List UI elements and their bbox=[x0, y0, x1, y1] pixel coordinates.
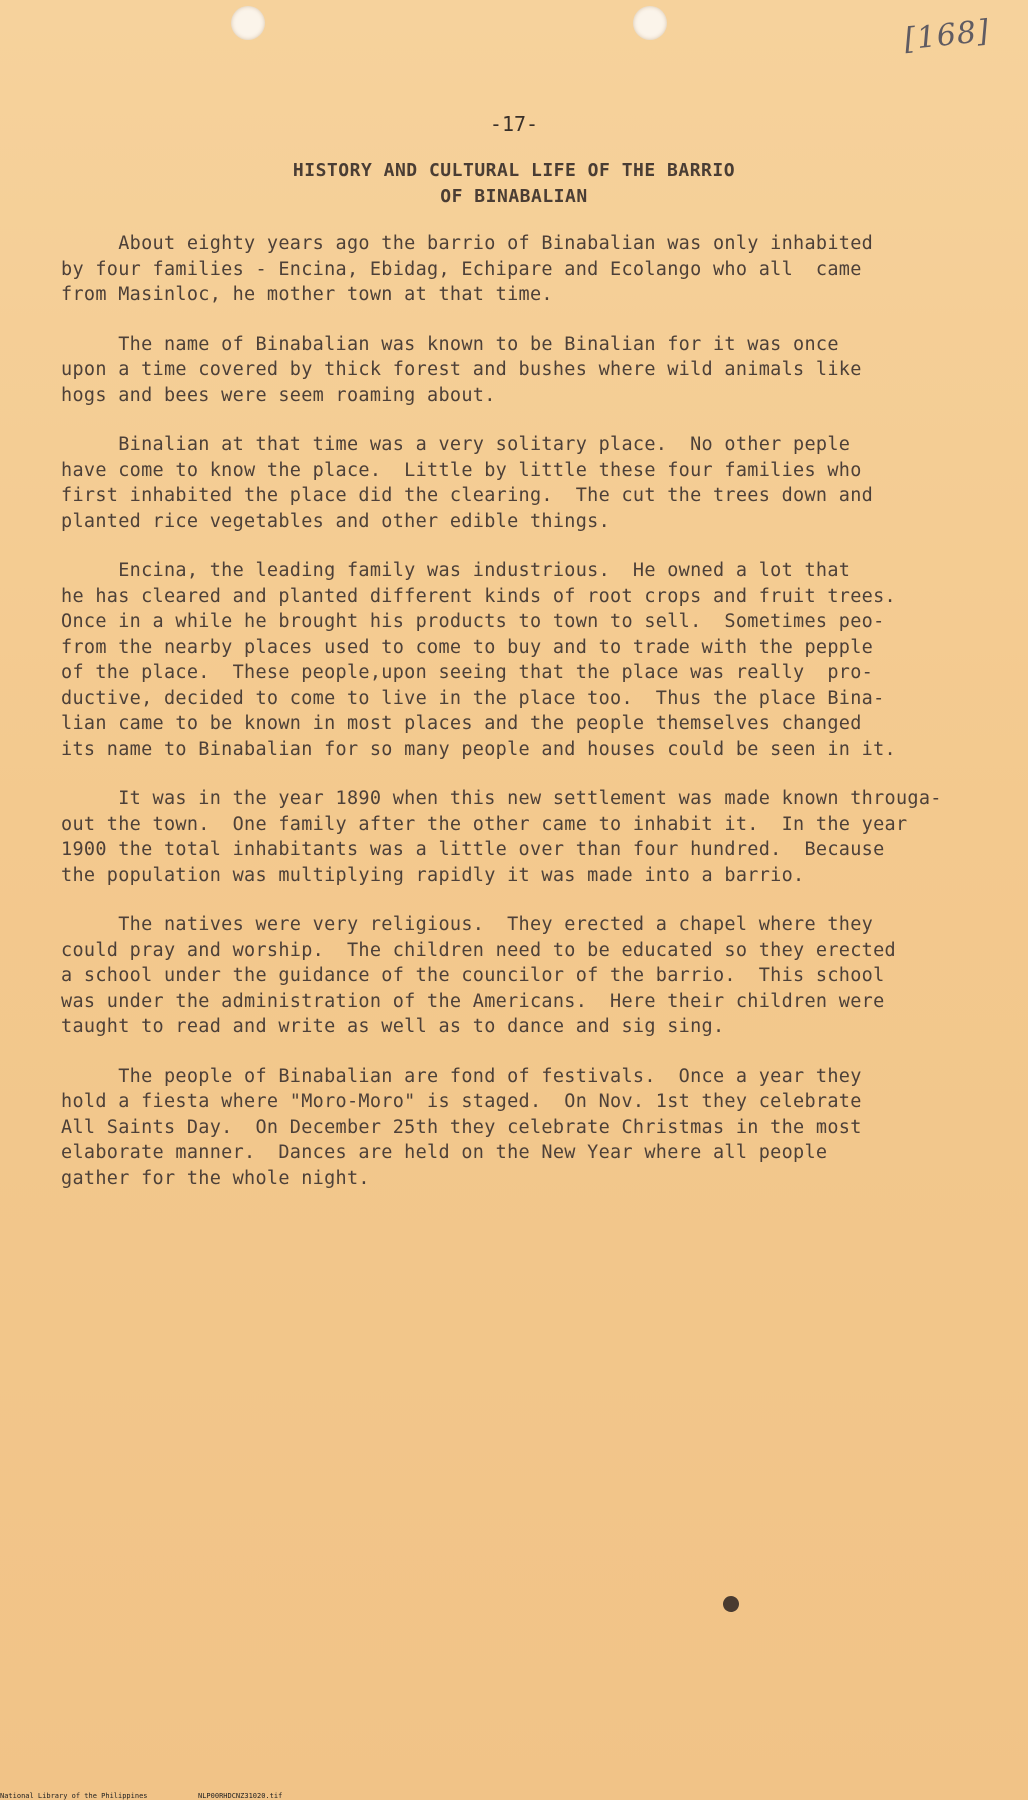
ink-spot bbox=[720, 1593, 742, 1615]
punch-hole bbox=[633, 6, 667, 40]
paragraph: About eighty years ago the barrio of Binabalian was only inhabited by four families - Encina, Ebidag, Echipare and Ecolango who all came from Masinloc, he mother town at that time. bbox=[61, 233, 874, 305]
archive-mark: [168] bbox=[902, 13, 992, 58]
paragraph: Encina, the leading family was industrious. He owned a lot that he has cleared and planted different kinds of root crops and fruit trees. Once in a while he brought his products to town to sell. Sometimes peo- from the nearby places used to come to buy and to trade with the pepple of the place. These people,upon seeing that the place was really pro- ductive, decided to come to live in the place too. Thus the place Bina- lian came to be known in most places and the people themselves changed its name to Binabalian for so many people and houses could be seen in it. bbox=[61, 560, 896, 760]
title-line: HISTORY AND CULTURAL LIFE OF THE BARRIO bbox=[292, 160, 736, 181]
document-body bbox=[61, 231, 1001, 1215]
paragraph: The natives were very religious. They erected a chapel where they could pray and worship. The children need to be educated so they erected a school under the guidance of the councilor of the barrio. This school was under the administration of the Americans. Here their children were taught to read and write as well as to dance and sig sing. bbox=[61, 914, 896, 1037]
title-line: OF BINABALIAN bbox=[440, 186, 588, 207]
paragraph: It was in the year 1890 when this new settlement was made known througa- out the town. One family after the other came to inhabit it. In the year 1900 the total inhabitants was a little over than four hundred. Because the population was multiplying rapidly it was made into a barrio. bbox=[61, 788, 942, 886]
paragraph: The name of Binabalian was known to be Binalian for it was once upon a time covered by thick forest and bushes where wild animals like hogs and bees were seem roaming about. bbox=[61, 333, 862, 406]
document-title bbox=[0, 158, 1028, 210]
paragraph: Binalian at that time was a very solitary place. No other peple have come to know the place. Little by little these four families who first inhabited the place did the clearing. The cut the trees down and planted rice vegetables and other edible things. bbox=[61, 434, 874, 532]
page-number: -17- bbox=[489, 112, 539, 136]
punch-hole bbox=[231, 6, 265, 40]
paragraph: The people of Binabalian are fond of festivals. Once a year they hold a fiesta where "Moro-Moro" is staged. On Nov. 1st they celebrate All Saints Day. On December 25th they celebrate Christmas in the most elaborate manner. Dances are held on the New Year where all people gather for the whole night. bbox=[61, 1065, 862, 1189]
scan-filename: NLP00RHDCNZ31020.tif bbox=[198, 1792, 283, 1800]
library-credit: National Library of the Philippines bbox=[0, 1792, 148, 1800]
